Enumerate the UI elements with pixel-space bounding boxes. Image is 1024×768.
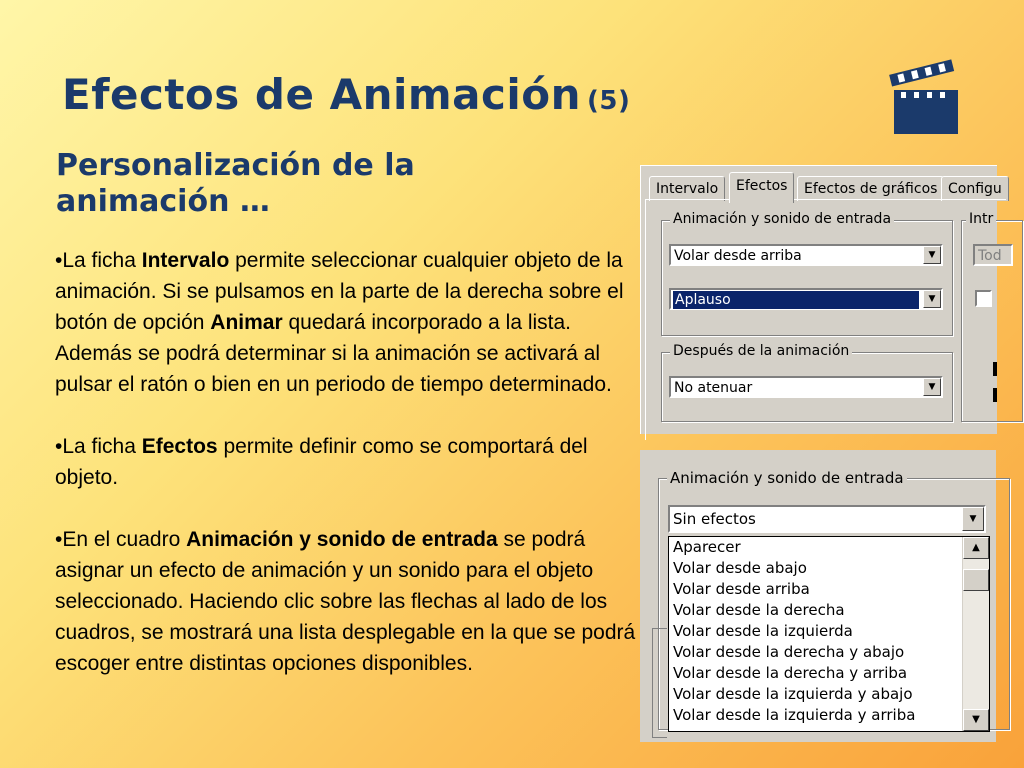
slide-subtitle: Personalización de la animación … [56, 148, 415, 219]
bullet-text: quedará incorporado a la lista. Además se podrá determinar si la animación se activará al pulsar el ratón o bien en un periodo de tiempo determinado. [55, 311, 612, 396]
intro-text-combo[interactable] [973, 244, 1013, 266]
scroll-down-icon[interactable]: ▼ [963, 709, 989, 731]
dropdown-arrow-icon[interactable]: ▼ [923, 378, 941, 396]
after-group-label: Después de la animación [670, 343, 852, 359]
intro-text-group-label: Intr [966, 211, 996, 227]
bullet-text: •La ficha [55, 249, 142, 272]
radio-fragment [993, 388, 997, 402]
entry-effect-value: Volar desde arriba [674, 248, 802, 264]
tab-intervalo[interactable]: Intervalo [649, 176, 725, 201]
bullet-intervalo [55, 245, 640, 400]
slide-title [62, 70, 630, 119]
bullet-animacion [55, 524, 640, 679]
entry-effect-combo[interactable] [668, 505, 986, 533]
bullet-bold: Animación y sonido de entrada [186, 528, 498, 551]
slide-body [55, 245, 640, 679]
list-item[interactable]: Volar desde la derecha y arriba [673, 664, 908, 682]
bullet-bold: Intervalo [141, 249, 230, 272]
entry-sound-value: Aplauso [673, 291, 919, 309]
bullet-text: permite definir como se comportará del objeto. [55, 435, 588, 489]
list-item[interactable]: Aparecer [673, 538, 741, 556]
list-item[interactable]: Volar desde la izquierda y abajo [673, 685, 913, 703]
bullet-text: permite seleccionar cualquier objeto de la animación. Si se pulsamos en la parte de la derecha sobre el botón de opción [55, 249, 624, 334]
bullet-bold: Efectos [141, 435, 218, 458]
entry-effect-combo[interactable] [669, 244, 943, 266]
scroll-thumb[interactable] [963, 569, 989, 591]
checkbox[interactable] [975, 290, 992, 307]
list-scrollbar[interactable] [962, 537, 989, 731]
entry-sound-combo[interactable] [669, 288, 943, 310]
tab-efectos[interactable]: Efectos [729, 172, 794, 203]
bullet-text: •En el cuadro [55, 528, 187, 551]
film-clapper-icon [884, 62, 962, 136]
radio-fragment [993, 362, 997, 376]
list-item[interactable]: Volar desde la izquierda y arriba [673, 706, 916, 724]
entry-group [661, 211, 953, 336]
bullet-text: •La ficha [55, 435, 142, 458]
dropdown-arrow-icon[interactable]: ▼ [962, 507, 984, 531]
bullet-text: se podrá asignar un efecto de animación y un sonido para el objeto seleccionado. Haciendo clic sobre las flechas al lado de los cuadros, se mostrará una lista desplegable en la que se podrá escoger entre distintas opciones disponibles. [55, 528, 636, 675]
slide-title-text: Efectos de Animación [62, 70, 582, 119]
bullet-efectos [55, 431, 640, 493]
entry-group-label: Animación y sonido de entrada [670, 211, 894, 227]
list-item[interactable]: Volar desde abajo [673, 559, 807, 577]
tab-configuracion[interactable]: Configu [941, 176, 1009, 201]
bullet-bold: Animar [210, 311, 283, 334]
effects-dialog-screenshot [640, 165, 1002, 434]
after-animation-combo[interactable] [669, 376, 943, 398]
list-item[interactable]: Volar desde arriba [673, 580, 810, 598]
entry-effect-value: Sin efectos [673, 510, 756, 528]
list-item[interactable]: Volar desde la derecha [673, 601, 845, 619]
groupbox-fragment [652, 628, 667, 738]
dropdown-arrow-icon[interactable]: ▼ [923, 290, 941, 308]
after-animation-value: No atenuar [674, 380, 753, 396]
list-item[interactable]: Volar desde la izquierda [673, 622, 853, 640]
entry-effect-list[interactable] [668, 536, 990, 732]
list-item[interactable]: Volar desde la derecha y abajo [673, 643, 905, 661]
scroll-up-icon[interactable]: ▲ [963, 537, 989, 559]
slide-title-number: (5) [587, 86, 631, 116]
dropdown-arrow-icon[interactable]: ▼ [923, 246, 941, 264]
tab-efectos-graficos[interactable]: Efectos de gráficos [797, 176, 944, 201]
entry-group-label: Animación y sonido de entrada [667, 469, 907, 487]
intro-text-value: Tod [978, 248, 1002, 264]
